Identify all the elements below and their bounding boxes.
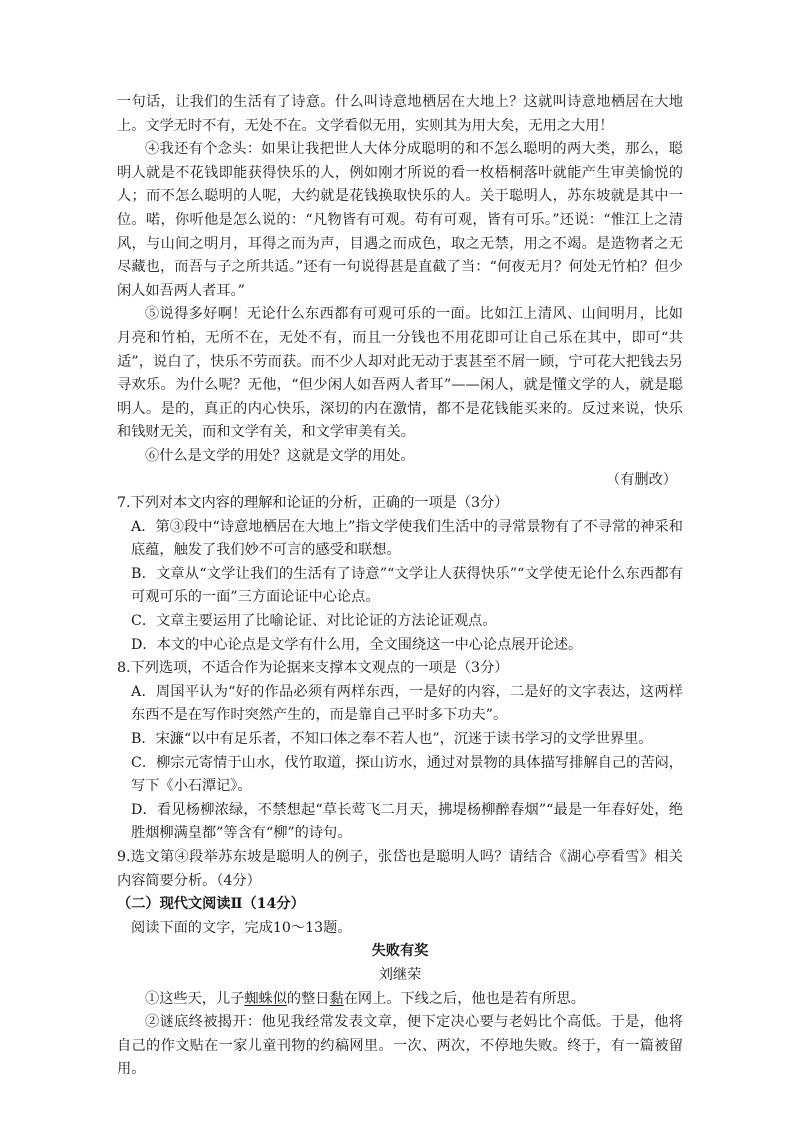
story-p1-text-b: 的整日	[286, 990, 330, 1007]
source-note: （有删改）	[606, 471, 677, 488]
section-instruction: 阅读下面的文字，完成10～13题。	[131, 919, 352, 936]
question-8-option-b: B．宋濂“以中有足乐者，不知口体之奉不若人也”，沉迷于读书学习的文学世界里。	[131, 731, 653, 748]
underlined-word-1: 蜘蛛似	[244, 990, 287, 1007]
question-8-option-d: D．看见杨柳浓绿，不禁想起“草长莺飞二月天，拂堤杨柳醉春烟”“最是一年春好处，绝胜烟柳满皇都”等含有“柳”的诗句。	[131, 801, 683, 842]
story-paragraph-2: ②谜底终被揭开：他见我经常发表文章，便下定决心要与老妈比个高低。于是，他将自己的作文贴在一家儿童刊物的约稿网里。一次、两次，不停地失败。终于，有一篇被留用。	[117, 1014, 683, 1078]
question-7-stem: 7.下列对本文内容的理解和论证的分析，正确的一项是（3分）	[117, 495, 509, 512]
story-paragraph-1	[117, 988, 683, 1012]
underlined-word-2: 黏	[329, 990, 344, 1007]
question-7-option-a: A．第③段中“诗意地栖居在大地上”指文学使我们生活中的寻常景物有了不寻常的神采和底蕴，触发了我们妙不可言的感受和联想。	[131, 518, 683, 559]
question-7-option-b: B．文章从“文学让我们的生活有了诗意”“文学让人获得快乐”“文学使无论什么东西都有可观可乐的一面”三方面论证中心论点。	[131, 565, 683, 606]
question-8-stem: 8.下列选项，不适合作为论据来支撑本文观点的一项是（3分）	[117, 660, 509, 677]
question-7-option-d: D．本文的中心论点是文学有什么用，全文围绕这一中心论点展开论述。	[131, 636, 583, 653]
page-content	[117, 91, 683, 1082]
question-8-option-c: C．柳宗元寄情于山水，伐竹取道，探山访水，通过对景物的具体描写排解自己的苦闷，写下《小石潭记》。	[131, 754, 683, 795]
passage-line-continued: 一句话，让我们的生活有了诗意。什么叫诗意地栖居在大地上？这就叫诗意地栖居在大地上。文学无时不有，无处不在。文学看似无用，实则其为用大矣，无用之大用！	[117, 94, 683, 134]
story-title: 失败有奖	[371, 943, 429, 960]
section-heading: （二）现代文阅读Ⅱ（14分）	[117, 896, 305, 913]
question-9-stem: 9.选文第④段举苏东坡是聪明人的例子，张岱也是聪明人吗？请结合《湖心亭看雪》相关内容简要分析。（4分）	[117, 849, 683, 889]
passage-paragraph-5: ⑤说得多好啊！无论什么东西都有可观可乐的一面。比如江上清风、山间明月，比如月亮和竹柏，无所不在，无处不有，而且一分钱也不用花即可让自己乐在其中，即可“共适”，说白了，快乐不劳而获。而不少人却对此无动于衷甚至不屑一顾，宁可花大把钱去另寻欢乐。为什么呢？无他，“但少闲人如吾两人者耳”——闲人，就是懂文学的人，就是聪明人。是的，真正的内心快乐，深切的内在激情，都不是花钱能买来的。反过来说，快乐和钱财无关，而和文学有关，和文学审美有关。	[117, 306, 683, 441]
question-7-option-c: C．文章主要运用了比喻论证、对比论证的方法论证观点。	[131, 613, 497, 630]
story-p1-text-c: 在网上。下线之后，他也是若有所思。	[343, 990, 585, 1007]
story-p1-text-a: ①这些天，儿子	[145, 990, 245, 1007]
story-author: 刘继荣	[378, 966, 422, 983]
question-8-option-a: A．周国平认为“好的作品必须有两样东西，一是好的内容，二是好的文字表达，这两样东西不是在写作时突然产生的，而是靠自己平时多下功夫”。	[131, 683, 683, 724]
passage-paragraph-6: ⑥什么是文学的用处？这就是文学的用处。	[145, 447, 415, 464]
passage-paragraph-4: ④我还有个念头：如果让我把世人大体分成聪明的和不怎么聪明的两大类，那么，聪明人就是不花钱即能获得快乐的人，例如刚才所说的看一枚梧桐落叶就能产生审美愉悦的人；而不怎么聪明的人呢，大约就是花钱换取快乐的人。关于聪明人，苏东坡就是其中一位。喏，你听他是怎么说的：“凡物皆有可观。苟有可观，皆有可乐。”还说：“惟江上之清风，与山间之明月，耳得之而为声，目遇之而成色，取之无禁，用之不竭。是造物者之无尽藏也，而吾与子之所共适。”还有一句说得甚是直截了当：“何夜无月？何处无竹柏？但少闲人如吾两人者耳。”	[117, 141, 683, 299]
